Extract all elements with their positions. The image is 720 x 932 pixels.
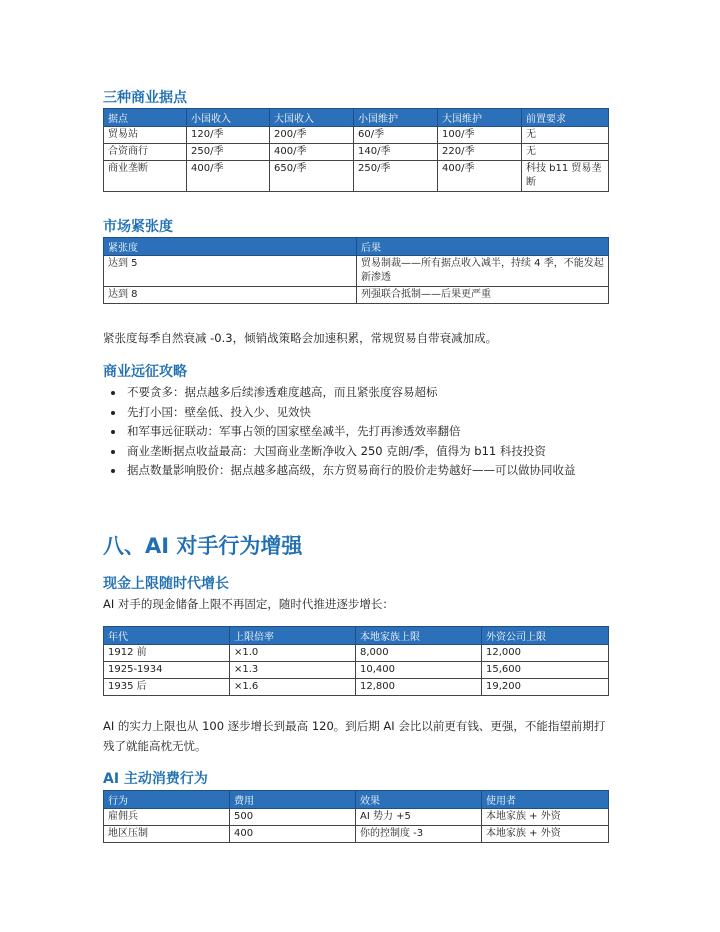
table-cell: ×1.6 [230,679,356,696]
column-header: 大国维护 [438,109,522,127]
column-header: 效果 [356,791,482,809]
table-cell: 12,000 [482,645,609,662]
table-row [104,826,609,843]
table-row [104,127,609,144]
table-cell: 1925-1934 [104,662,230,679]
table-cell: 贸易站 [104,127,187,144]
column-header: 后果 [357,238,609,256]
table-cell: 400/季 [270,144,354,161]
table-row [104,256,609,287]
table-cell: 地区压制 [104,826,230,843]
table-cell: 500 [230,809,356,826]
cash-cap-intro: AI 对手的现金储备上限不再固定，随时代推进逐步增长： [103,597,394,611]
ai-spend-heading: AI 主动消费行为 [103,771,208,787]
table-cell: 220/季 [438,144,522,161]
table-cell: 本地家族 + 外资 [482,826,609,843]
column-header: 小国维护 [354,109,438,127]
table-cell: 15,600 [482,662,609,679]
column-header: 使用者 [482,791,609,809]
column-header: 上限倍率 [230,627,356,645]
list-item: • 和军事远征联动：军事占领的国家壁垒减半，先打再渗透效率翻倍 [125,422,608,442]
table-row [104,287,609,304]
table-cell: 120/季 [187,127,270,144]
table-row [104,645,609,662]
table-cell: 140/季 [354,144,438,161]
table-cell: 列强联合抵制——后果更严重 [357,287,609,304]
table-cell: 无 [522,144,609,161]
table-row [104,161,609,192]
tension-table [103,237,609,304]
chapter-heading: 八、AI 对手行为增强 [103,534,303,558]
table-cell: 19,200 [482,679,609,696]
table-row [104,809,609,826]
table-row [104,662,609,679]
table-row [104,679,609,696]
table-cell: 雇佣兵 [104,809,230,826]
table-cell: 250/季 [354,161,438,192]
table-cell: 400/季 [187,161,270,192]
table-cell: 本地家族 + 外资 [482,809,609,826]
table-cell: 10,400 [356,662,482,679]
table-cell: 商业垄断 [104,161,187,192]
cash-cap-table [103,626,609,696]
table-cell: 60/季 [354,127,438,144]
column-header: 行为 [104,791,230,809]
table-header-row [104,627,609,645]
column-header: 外资公司上限 [482,627,609,645]
table-cell: 你的控制度 -3 [356,826,482,843]
outposts-heading: 三种商业据点 [103,90,187,106]
table-cell: 合资商行 [104,144,187,161]
table-header-row [104,109,609,127]
column-header: 据点 [104,109,187,127]
list-item: • 商业垄断据点收益最高：大国商业垄断净收入 250 克朗/季，值得为 b11 科技投资 [125,442,608,462]
tension-heading: 市场紧张度 [103,219,173,235]
strategy-heading: 商业远征攻略 [103,364,187,380]
column-header: 紧张度 [104,238,357,256]
table-cell: 100/季 [438,127,522,144]
table-cell: 贸易制裁——所有据点收入减半，持续 4 季，不能发起新渗透 [357,256,609,287]
column-header: 本地家族上限 [356,627,482,645]
table-cell: 达到 5 [104,256,357,287]
outposts-table [103,108,609,192]
column-header: 大国收入 [270,109,354,127]
table-cell: 1935 后 [104,679,230,696]
table-cell: 250/季 [187,144,270,161]
table-cell: 无 [522,127,609,144]
list-item: • 不要贪多：据点越多后续渗透难度越高，而且紧张度容易超标 [125,383,608,403]
list-item: • 先打小国：壁垒低、投入少、见效快 [125,403,608,423]
table-cell: 达到 8 [104,287,357,304]
column-header: 年代 [104,627,230,645]
column-header: 费用 [230,791,356,809]
cash-cap-heading: 现金上限随时代增长 [103,576,229,592]
table-cell: 400/季 [438,161,522,192]
list-item: • 据点数量影响股价：据点越多越高级，东方贸易商行的股价走势越好——可以做协同收益 [125,461,608,481]
table-cell: 科技 b11 贸易垄断 [522,161,609,192]
table-cell: 8,000 [356,645,482,662]
table-cell: 650/季 [270,161,354,192]
cash-cap-note: AI 的实力上限也从 100 逐步增长到最高 120。到后期 AI 会比以前更有钱、更强，不能指望前期打残了就能高枕无忧。 [103,719,606,753]
table-cell: ×1.3 [230,662,356,679]
table-cell: 12,800 [356,679,482,696]
strategy-list [103,383,608,481]
table-cell: 200/季 [270,127,354,144]
table-cell: ×1.0 [230,645,356,662]
table-cell: AI 势力 +5 [356,809,482,826]
table-header-row [104,238,609,256]
table-row [104,144,609,161]
ai-spend-table [103,790,609,843]
tension-note: 紧张度每季自然衰减 -0.3，倾销战策略会加速积累，常规贸易自带衰减加成。 [103,331,498,345]
table-header-row [104,791,609,809]
table-cell: 1912 前 [104,645,230,662]
column-header: 小国收入 [187,109,270,127]
column-header: 前置要求 [522,109,609,127]
table-cell: 400 [230,826,356,843]
